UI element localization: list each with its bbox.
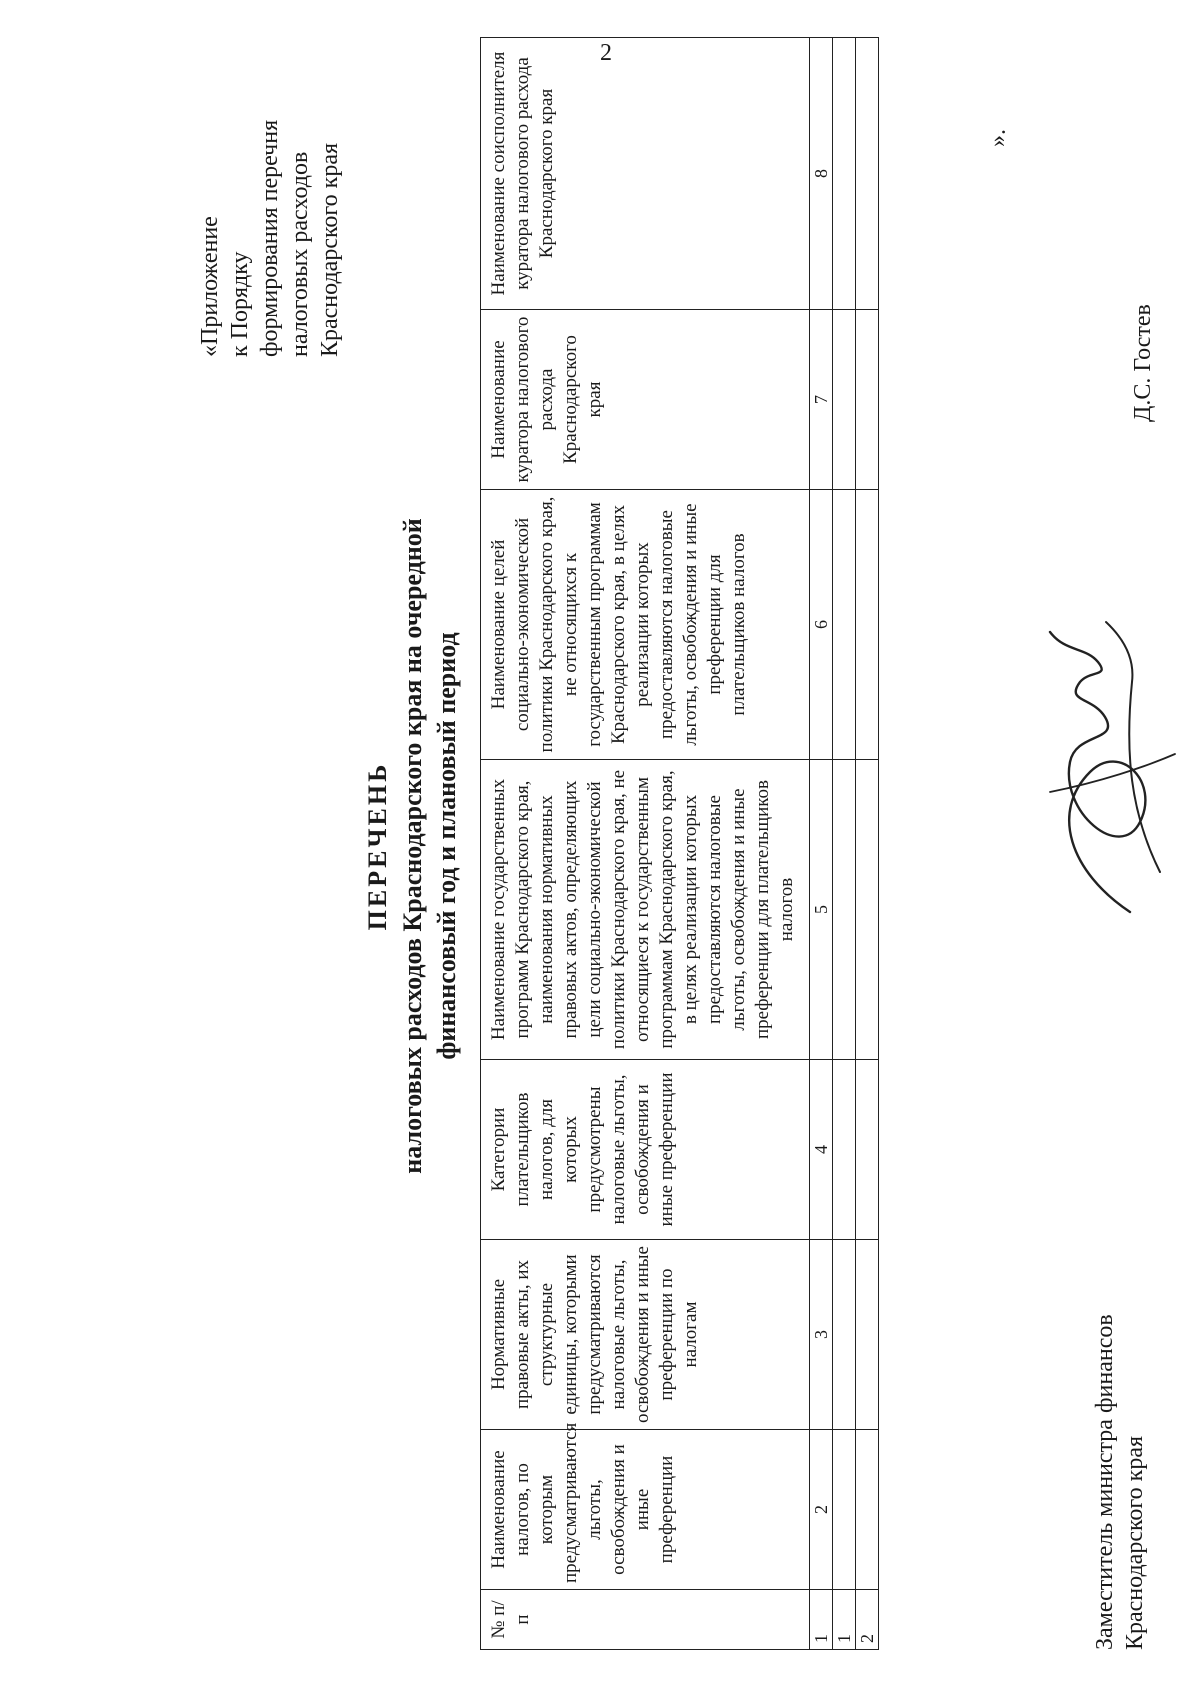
- header-cell-payer-categories: Категории плательщиков налогов, для которых предусмотрены налоговые льготы, освобождения и иные преференции: [481, 1060, 810, 1240]
- header-cell-legal-acts: Нормативные правовые акты, их структурные единицы, которыми предусматриваются налоговые льготы, освобождения и иные преференции по налогам: [481, 1240, 810, 1430]
- signer-position: [1090, 1314, 1150, 1650]
- appendix-line: Краснодарского края: [317, 142, 343, 357]
- appendix-reference: [195, 17, 345, 357]
- column-number-cell: 4: [810, 1060, 833, 1240]
- column-number-cell: 7: [810, 310, 833, 490]
- table-cell: [856, 1240, 879, 1430]
- appendix-line: формирования перечня: [257, 119, 283, 357]
- table-row: [833, 38, 856, 1650]
- table-cell: [833, 1240, 856, 1430]
- table-cell: [833, 38, 856, 310]
- handwritten-signature: [1010, 612, 1190, 932]
- header-cell-number: № п/п: [481, 1590, 810, 1650]
- table-cell: [856, 1430, 879, 1590]
- table-header-row: [481, 38, 810, 1650]
- table-cell: 1: [833, 1590, 856, 1650]
- document-title: [360, 0, 464, 1692]
- signer-name: Д.С. Гостев: [1130, 304, 1156, 422]
- tax-expenditure-table: [480, 37, 879, 1650]
- table-cell: [856, 38, 879, 310]
- column-number-cell: 1: [810, 1590, 833, 1650]
- column-number-cell: 8: [810, 38, 833, 310]
- appendix-line: «Приложение: [197, 216, 223, 357]
- appendix-line: к Порядку: [227, 251, 253, 357]
- column-numbering-row: [810, 38, 833, 1650]
- title-line: налоговых расходов Краснодарского края на очередной: [398, 518, 427, 1174]
- header-cell-state-programs: Наименование государственных программ Краснодарского края, наименования нормативных правовых актов, определяющих цели социально-экономической политики Краснодарского края, не относящиеся к государственным программам Краснодарского края, в целях реализации которых предоставляются налоговые льготы, освобождения и иные преференции для плательщиков налогов: [481, 760, 810, 1060]
- table-cell: [833, 1060, 856, 1240]
- table-cell: 2: [856, 1590, 879, 1650]
- header-cell-taxes: Наименование налогов, по которым предусматриваются льготы, освобождения и иные преференции: [481, 1430, 810, 1590]
- column-number-cell: 2: [810, 1430, 833, 1590]
- table-cell: [833, 490, 856, 760]
- page-number: 2: [600, 40, 612, 66]
- table-row: [856, 38, 879, 1650]
- table-cell: [833, 310, 856, 490]
- appendix-line: налоговых расходов: [287, 151, 313, 357]
- table-cell: [856, 490, 879, 760]
- title-line: финансовый год и плановый период: [432, 632, 461, 1060]
- table-cell: [856, 1060, 879, 1240]
- column-number-cell: 5: [810, 760, 833, 1060]
- signer-position-line: Краснодарского края: [1122, 1435, 1148, 1650]
- column-number-cell: 3: [810, 1240, 833, 1430]
- header-cell-co-executor: Наименование соисполнителя куратора налогового расхода Краснодарского края: [481, 38, 810, 310]
- header-cell-policy-goals: Наименование целей социально-экономической политики Краснодарского края, не относящихся к государственным программам Краснодарского края, в целях реализации которых предоставляются налоговые льготы, освобождения и иные преференции для плательщиков налогов: [481, 490, 810, 760]
- column-number-cell: 6: [810, 490, 833, 760]
- table-cell: [856, 760, 879, 1060]
- table-cell: [833, 1430, 856, 1590]
- table-cell: [833, 760, 856, 1060]
- title-heading: ПЕРЕЧЕНЬ: [363, 761, 392, 931]
- signer-position-line: Заместитель министра финансов: [1092, 1314, 1118, 1650]
- header-cell-curator: Наименование куратора налогового расхода Краснодарского края: [481, 310, 810, 490]
- table-cell: [856, 310, 879, 490]
- closing-quote: ».: [985, 129, 1011, 147]
